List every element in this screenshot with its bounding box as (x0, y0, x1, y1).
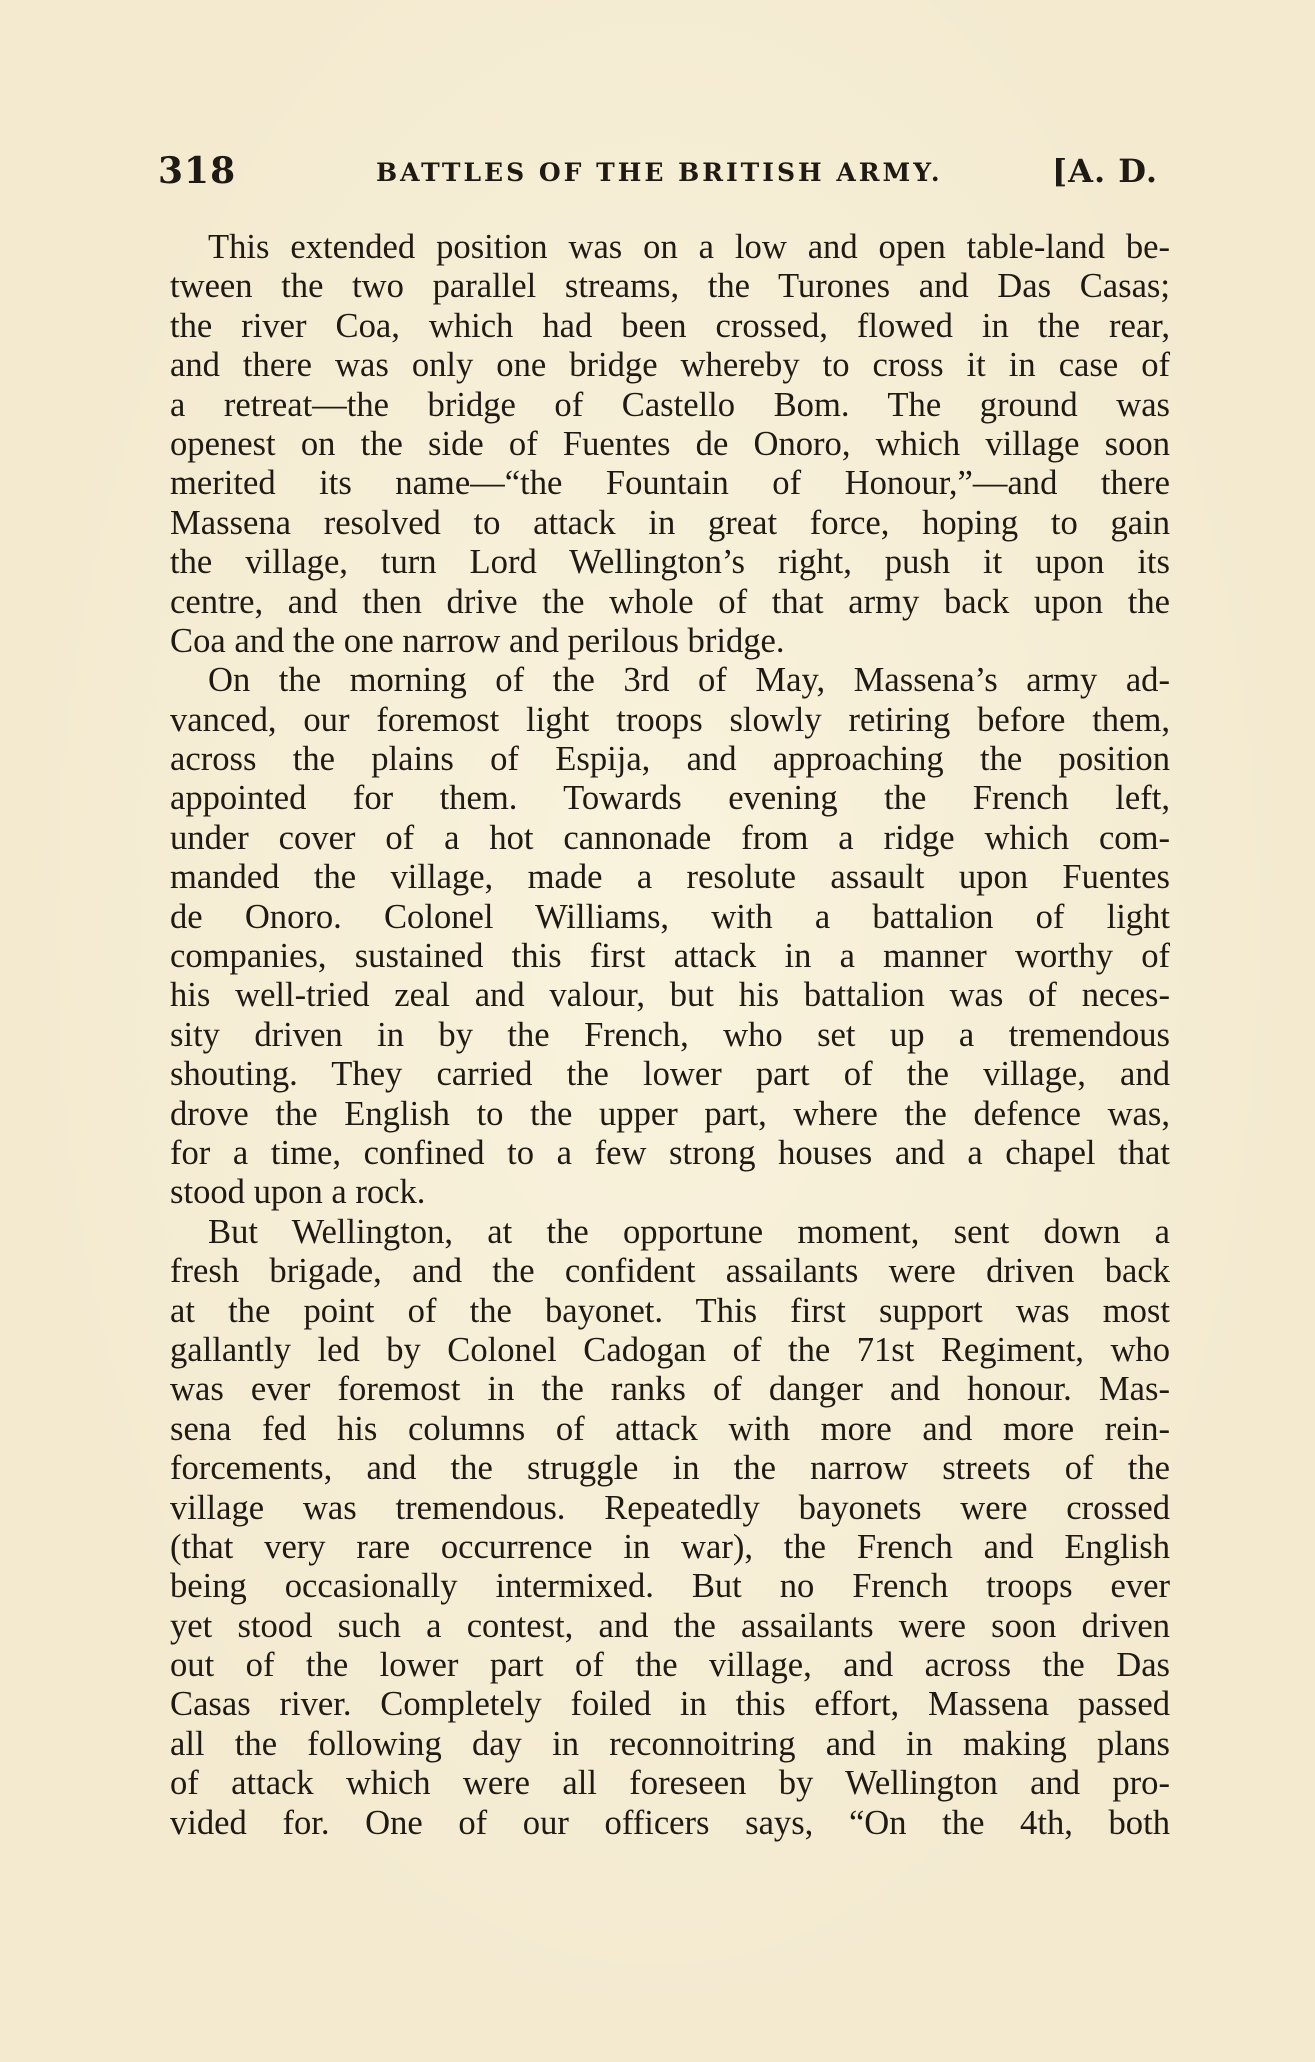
body-text (170, 228, 1170, 1843)
text-line: all the following day in reconnoitring and in making plans (170, 1724, 1170, 1763)
text-line: of attack which were all foreseen by Wellington and pro- (170, 1764, 1170, 1803)
running-head: BATTLES OF THE BRITISH ARMY. (376, 158, 943, 187)
text-line: and there was only one bridge whereby to cross it in case of (170, 346, 1170, 385)
text-line: vided for. One of our officers says, “On the 4th, both (170, 1803, 1170, 1842)
text-line: gallantly led by Colonel Cadogan of the 71st Regiment, who (170, 1330, 1170, 1369)
page-number: 318 (158, 150, 237, 192)
text-line: his well-tried zeal and valour, but his battalion was of neces- (170, 976, 1170, 1015)
text-line: de Onoro. Colonel Williams, with a battalion of light (170, 897, 1170, 936)
text-line: at the point of the bayonet. This first support was most (170, 1291, 1170, 1330)
text-line: across the plains of Espija, and approaching the position (170, 740, 1170, 779)
paragraph-3 (170, 1213, 1170, 1843)
paragraph-2 (170, 661, 1170, 1212)
paragraph-1 (170, 228, 1170, 661)
text-line: (that very rare occurrence in war), the French and English (170, 1527, 1170, 1566)
text-line: shouting. They carried the lower part of the village, and (170, 1055, 1170, 1094)
text-line: a retreat—the bridge of Castello Bom. The ground was (170, 385, 1170, 424)
text-line: being occasionally intermixed. But no French troops ever (170, 1567, 1170, 1606)
text-line: yet stood such a contest, and the assailants were soon driven (170, 1606, 1170, 1645)
text-line: vanced, our foremost light troops slowly retiring before them, (170, 700, 1170, 739)
text-line: This extended position was on a low and open table-land be- (208, 228, 1170, 266)
text-line: On the morning of the 3rd of May, Massena’s army ad- (208, 661, 1170, 700)
text-line: was ever foremost in the ranks of danger and honour. Mas- (170, 1370, 1170, 1409)
text-line: openest on the side of Fuentes de Onoro, which village soon (170, 424, 1170, 463)
text-line: under cover of a hot cannonade from a ridge which com- (170, 818, 1170, 857)
text-line: appointed for them. Towards evening the French left, (170, 779, 1170, 818)
text-line: sity driven in by the French, who set up a tremendous (170, 1015, 1170, 1054)
text-line: merited its name—“the Fountain of Honour,”—and there (170, 464, 1170, 503)
text-line: companies, sustained this first attack in a manner worthy of (170, 937, 1170, 976)
marginal-date-note: [A. D. (1052, 152, 1158, 190)
text-line: for a time, confined to a few strong houses and a chapel that (170, 1133, 1170, 1172)
text-line: out of the lower part of the village, and across the Das (170, 1646, 1170, 1685)
text-line: the village, turn Lord Wellington’s right, push it upon its (170, 543, 1170, 582)
text-line: manded the village, made a resolute assault upon Fuentes (170, 858, 1170, 897)
text-line: centre, and then drive the whole of that army back upon the (170, 582, 1170, 621)
text-line: sena fed his columns of attack with more and more rein- (170, 1409, 1170, 1448)
text-line: village was tremendous. Repeatedly bayonets were crossed (170, 1488, 1170, 1527)
text-line: Massena resolved to attack in great force, hoping to gain (170, 503, 1170, 542)
text-line: the river Coa, which had been crossed, flowed in the rear, (170, 306, 1170, 345)
text-line: Coa and the one narrow and perilous bridge. (170, 621, 785, 660)
page-header (158, 150, 1158, 204)
text-line: drove the English to the upper part, where the defence was, (170, 1094, 1170, 1133)
text-line: fresh brigade, and the confident assailants were driven back (170, 1252, 1170, 1291)
text-line: Casas river. Completely foiled in this effort, Massena passed (170, 1685, 1170, 1724)
text-line: But Wellington, at the opportune moment, sent down a (208, 1212, 1170, 1251)
text-line: tween the two parallel streams, the Turones and Das Casas; (170, 267, 1170, 306)
text-line: stood upon a rock. (170, 1173, 426, 1212)
text-line: forcements, and the struggle in the narrow streets of the (170, 1449, 1170, 1488)
